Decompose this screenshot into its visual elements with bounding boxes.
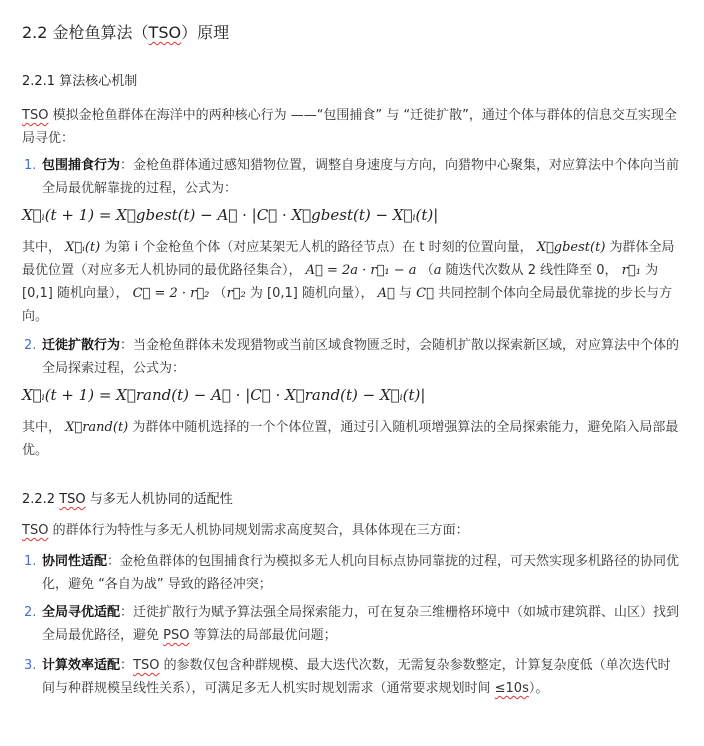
formula-migrate: X⃗ᵢ(t + 1) = X⃗rand(t) − A⃗ · |C⃗ · X⃗rand(t) − X⃗ᵢ(t)| (22, 386, 426, 404)
subsection-heading-2: 2.2.2 TSO 与多无人机协同的适配性 (22, 492, 233, 507)
intro-paragraph: TSO 的群体行为特性与多无人机协同规划需求高度契合，具体体现在三方面： (22, 523, 469, 538)
section-title: 2.2 金枪鱼算法（TSO）原理 (22, 23, 230, 42)
list-item: 2. 全局寻优适配：迁徙扩散行为赋予算法强全局探索能力，可在复杂三维栅格环境中（如城市建筑群、山区）找到全局最优路径，避免 PSO 等算法的局部最优问题； (24, 605, 680, 643)
list-item: 1. 协同性适配：金枪鱼群体的包围捕食行为模拟多无人机向目标点协同靠拢的过程，可天然实现多机路径的协同优化，避免 “各自为战” 导致的路径冲突； (24, 554, 680, 592)
spellcheck-word: TSO (22, 108, 49, 123)
explanation-paragraph: 其中， X⃗rand(t) 为群体中随机选择的一个个体位置，通过引入随机项增强算法的全局探索能力，避免陷入局部最优。 (22, 420, 679, 458)
list-item: 1. 包围捕食行为：金枪鱼群体通过感知猎物位置，调整自身速度与方向，向猎物中心聚集，对应算法中个体向当前全局最优解靠拢的过程，公式为： (24, 158, 680, 196)
spellcheck-word: ≤10s (494, 681, 529, 696)
formula-encircle: X⃗ᵢ(t + 1) = X⃗gbest(t) − A⃗ · |C⃗ · X⃗gbest(t) − X⃗ᵢ(t)| (22, 206, 439, 224)
spellcheck-word: TSO (59, 492, 86, 507)
subsection-heading-1: 2.2.1 算法核心机制 (22, 74, 138, 89)
spellcheck-word: TSO (133, 658, 160, 673)
spellcheck-word: PSO (163, 628, 190, 643)
spellcheck-word: TSO (148, 23, 182, 42)
list-item: 2. 迁徙扩散行为：当金枪鱼群体未发现猎物或当前区域食物匮乏时，会随机扩散以探索新区域，对应算法中个体的全局探索过程，公式为： (24, 338, 680, 376)
list-item: 3. 计算效率适配：TSO 的参数仅包含种群规模、最大迭代次数，无需复杂参数整定，计算复杂度低（单次迭代时间与种群规模呈线性关系），可满足多无人机实时规划需求（通常要求规划时间 ≤10s）。 (24, 658, 671, 696)
intro-paragraph: TSO 模拟金枪鱼群体在海洋中的两种核心行为 ——“包围捕食” 与 “迁徙扩散”，通过个体与群体的信息交互实现全局寻优： (22, 108, 677, 146)
explanation-paragraph: 其中， X⃗ᵢ(t) 为第 i 个金枪鱼个体（对应某架无人机的路径节点）在 t 时刻的位置向量， X⃗gbest(t) 为群体全局最优位置（对应多无人机协同的最优路径集合）， A⃗ = 2a · r⃗₁ − a （a 随迭代次数从 2 线性降至 0， r⃗₁ 为 [0,1] 随机向量）， C⃗ = 2 · r⃗₂ （r⃗₂ 为 [0,1] 随机向量）， A⃗ 与 C⃗ 共同控制个体向全局最优靠拢的步长与方向。 (22, 240, 675, 324)
spellcheck-word: TSO (22, 523, 49, 538)
